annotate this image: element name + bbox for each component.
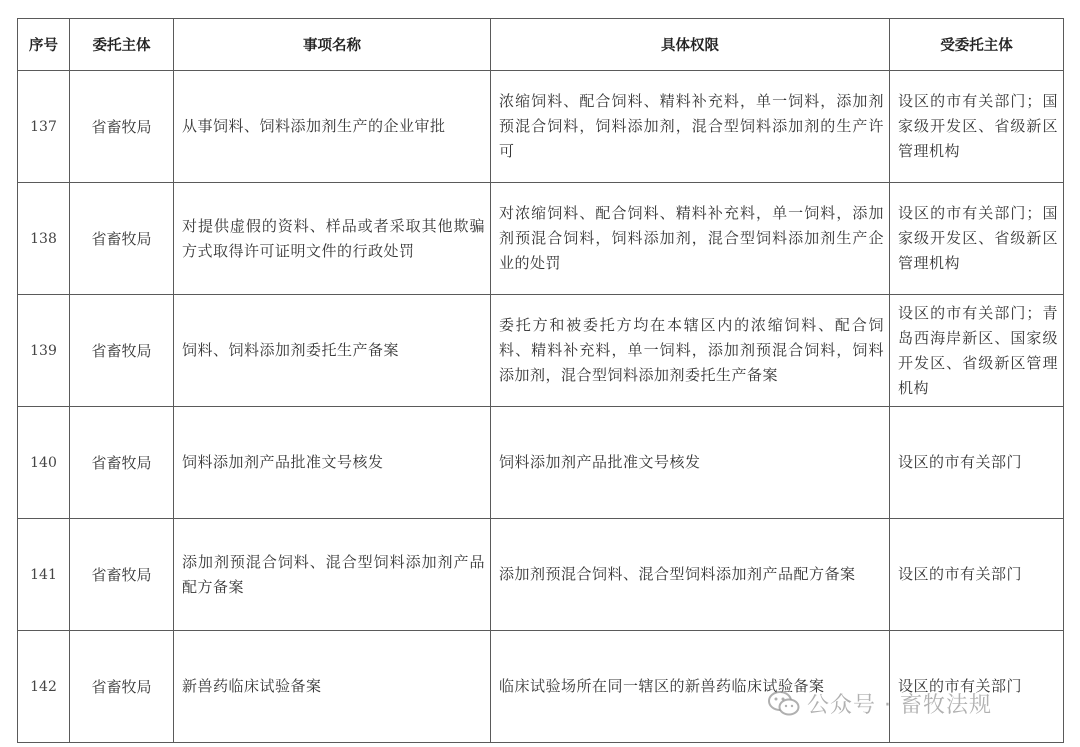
cell-item: 新兽药临床试验备案 xyxy=(174,631,491,743)
cell-scope: 临床试验场所在同一辖区的新兽药临床试验备案 xyxy=(491,631,890,743)
cell-org: 省畜牧局 xyxy=(70,183,174,295)
cell-item: 添加剂预混合饲料、混合型饲料添加剂产品配方备案 xyxy=(174,519,491,631)
table-row xyxy=(18,519,1064,631)
table-header-row xyxy=(18,19,1064,71)
cell-scope: 饲料添加剂产品批准文号核发 xyxy=(491,407,890,519)
header-no: 序号 xyxy=(18,19,70,71)
table-row xyxy=(18,71,1064,183)
watermark xyxy=(767,688,992,719)
cell-target: 设区的市有关部门；国家级开发区、省级新区管理机构 xyxy=(890,71,1064,183)
cell-no: 140 xyxy=(18,407,70,519)
cell-no: 141 xyxy=(18,519,70,631)
watermark-text: 公众号 · 畜牧法规 xyxy=(807,693,992,718)
cell-org: 省畜牧局 xyxy=(70,71,174,183)
table-row xyxy=(18,183,1064,295)
header-item: 事项名称 xyxy=(174,19,491,71)
cell-org: 省畜牧局 xyxy=(70,295,174,407)
cell-no: 138 xyxy=(18,183,70,295)
cell-org: 省畜牧局 xyxy=(70,631,174,743)
table-row xyxy=(18,295,1064,407)
cell-no: 142 xyxy=(18,631,70,743)
cell-target: 设区的市有关部门 xyxy=(890,519,1064,631)
cell-item: 对提供虚假的资料、样品或者采取其他欺骗方式取得许可证明文件的行政处罚 xyxy=(174,183,491,295)
cell-scope: 委托方和被委托方均在本辖区内的浓缩饲料、配合饲料、精料补充料，单一饲料，添加剂预混合饲料，饲料添加剂，混合型饲料添加剂委托生产备案 xyxy=(491,295,890,407)
cell-item: 饲料添加剂产品批准文号核发 xyxy=(174,407,491,519)
cell-scope: 浓缩饲料、配合饲料、精料补充料，单一饲料，添加剂预混合饲料，饲料添加剂，混合型饲料添加剂的生产许可 xyxy=(491,71,890,183)
cell-scope: 添加剂预混合饲料、混合型饲料添加剂产品配方备案 xyxy=(491,519,890,631)
table-row xyxy=(18,631,1064,743)
cell-org: 省畜牧局 xyxy=(70,519,174,631)
cell-target: 设区的市有关部门；青岛西海岸新区、国家级开发区、省级新区管理机构 xyxy=(890,295,1064,407)
header-target: 受委托主体 xyxy=(890,19,1064,71)
cell-no: 137 xyxy=(18,71,70,183)
header-scope: 具体权限 xyxy=(491,19,890,71)
cell-target: 设区的市有关部门；国家级开发区、省级新区管理机构 xyxy=(890,183,1064,295)
cell-scope: 对浓缩饲料、配合饲料、精料补充料，单一饲料，添加剂预混合饲料，饲料添加剂，混合型饲料添加剂生产企业的处罚 xyxy=(491,183,890,295)
cell-org: 省畜牧局 xyxy=(70,407,174,519)
header-org: 委托主体 xyxy=(70,19,174,71)
cell-item: 饲料、饲料添加剂委托生产备案 xyxy=(174,295,491,407)
table-row xyxy=(18,407,1064,519)
delegation-table xyxy=(17,18,1064,743)
cell-target: 设区的市有关部门 xyxy=(890,407,1064,519)
wechat-icon xyxy=(767,689,801,719)
cell-no: 139 xyxy=(18,295,70,407)
cell-target: 设区的市有关部门 xyxy=(890,631,1064,743)
cell-item: 从事饲料、饲料添加剂生产的企业审批 xyxy=(174,71,491,183)
